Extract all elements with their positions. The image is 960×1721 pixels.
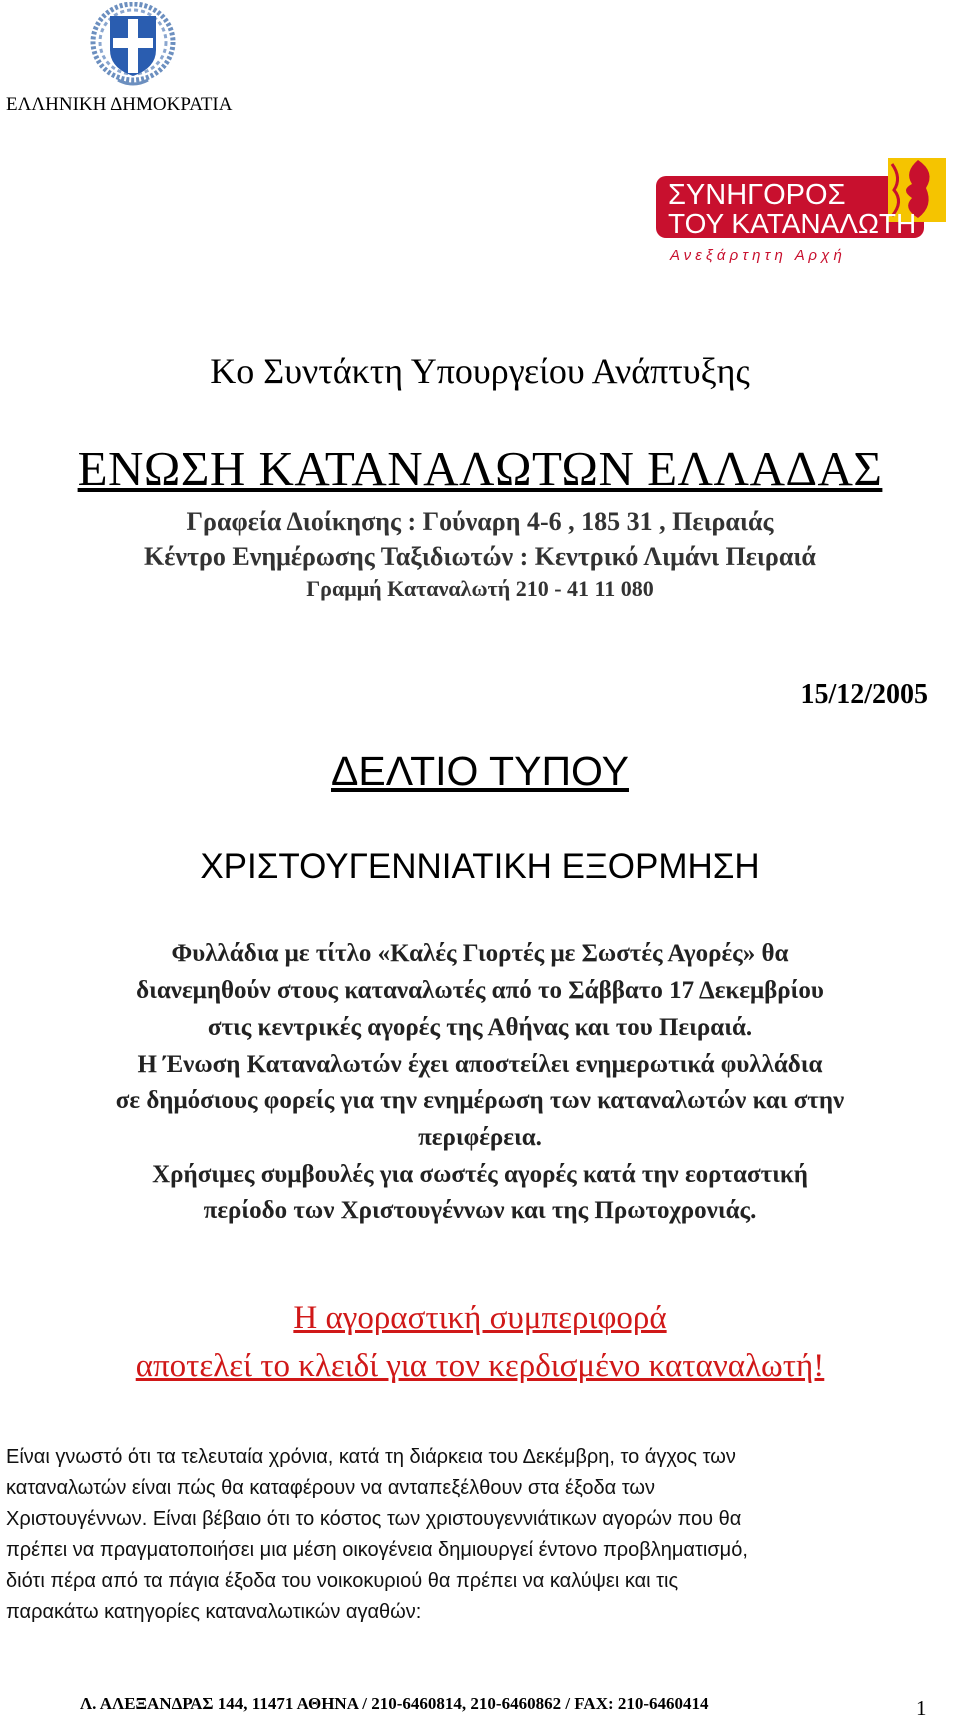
body-line: διότι πέρα από τα πάγια έξοδα του νοικοκυριού θα πρέπει να καλύψει και τις (6, 1570, 679, 1592)
body-line: παρακάτω κατηγορίες καταναλωτικών αγαθών: (6, 1601, 422, 1623)
highlight-line: Η Ένωση Καταναλωτών έχει αποστείλει ενημερωτικά φυλλάδια (137, 1051, 823, 1078)
release-date: 15/12/2005 (800, 679, 928, 710)
highlight-line: Χρήσιμες συμβουλές για σωστές αγορές κατά την εορταστική (152, 1161, 808, 1188)
press-release-title: ΔΕΛΤΙΟ ΤΥΠΟΥ (331, 748, 629, 794)
greek-coat-of-arms-icon (88, 2, 178, 90)
logo-line2: ΤΟΥ ΚΑΤΑΝΑΛΩΤΗ (668, 208, 917, 239)
organization-offices: Γραφεία Διοίκησης : Γούναρη 4-6 , 185 31 , Πειραιάς (186, 507, 774, 536)
republic-label: ΕΛΛΗΝΙΚΗ ΔΗΜΟΚΡΑΤΙΑ (6, 94, 233, 115)
highlight-line: στις κεντρικές αγορές της Αθήνας και του Πειραιά. (207, 1014, 753, 1041)
logo-tagline: Α ν ε ξ ά ρ τ η τ η Α ρ χ ή (670, 247, 842, 264)
highlight-line: Φυλλάδια με τίτλο «Καλές Γιορτές με Σωστές Αγορές» θα (171, 940, 789, 967)
organization-name: ΕΝΩΣΗ ΚΑΤΑΝΑΛΩΤΩΝ ΕΛΛΑΔΑΣ (77, 441, 883, 496)
highlight-line: διανεμηθούν στους καταναλωτές από το Σάββατο 17 Δεκεμβρίου (136, 977, 824, 1004)
footer-address: Λ. ΑΛΕΞΑΝΔΡΑΣ 144, 11471 ΑΘΗΝΑ / 210-6460814, 210-6460862 / FAX: 210-6460414 (80, 1694, 709, 1713)
body-line: Είναι γνωστό ότι τα τελευταία χρόνια, κατά τη διάρκεια του Δεκέμβρη, το άγχος των (6, 1446, 736, 1468)
logo-line1: ΣΥΝΗΓΟΡΟΣ (668, 179, 846, 211)
press-release-subtitle: ΧΡΙΣΤΟΥΓΕΝΝΙΑΤΙΚΗ ΕΞΟΡΜΗΣΗ (200, 847, 760, 886)
body-line: καταναλωτών είναι πώς θα καταφέρουν να ανταπεξέλθουν στα έξοδα των (6, 1477, 655, 1499)
highlight-line: περίοδο των Χριστουγέννων και της Πρωτοχρονιάς. (203, 1197, 757, 1224)
addressee: Κο Συντάκτη Υπουργείου Ανάπτυξης (210, 351, 750, 391)
organization-hotline: Γραμμή Καταναλωτή 210 - 41 11 080 (306, 576, 654, 601)
organization-info-center: Κέντρο Ενημέρωσης Ταξιδιωτών : Κεντρικό Λιμάνι Πειραιά (144, 542, 816, 571)
body-line: πρέπει να πραγματοποιήσει μια μέση οικογένεια δημιουργεί έντονο προβληματισμό, (6, 1539, 748, 1561)
red-heading-line2: αποτελεί το κλειδί για τον κερδισμένο καταναλωτή! (135, 1348, 825, 1384)
page-number: 1 (916, 1696, 927, 1720)
red-heading-line1: Η αγοραστική συμπεριφορά (293, 1300, 667, 1336)
highlight-line: περιφέρεια. (418, 1124, 542, 1151)
body-line: Χριστουγέννων. Είναι βέβαιο ότι το κόστος των χριστουγεννιάτικων αγορών που θα (6, 1508, 742, 1530)
consumer-ombudsman-logo (656, 156, 956, 268)
highlight-line: σε δημόσιους φορείς για την ενημέρωση των καταναλωτών και στην (115, 1087, 845, 1114)
